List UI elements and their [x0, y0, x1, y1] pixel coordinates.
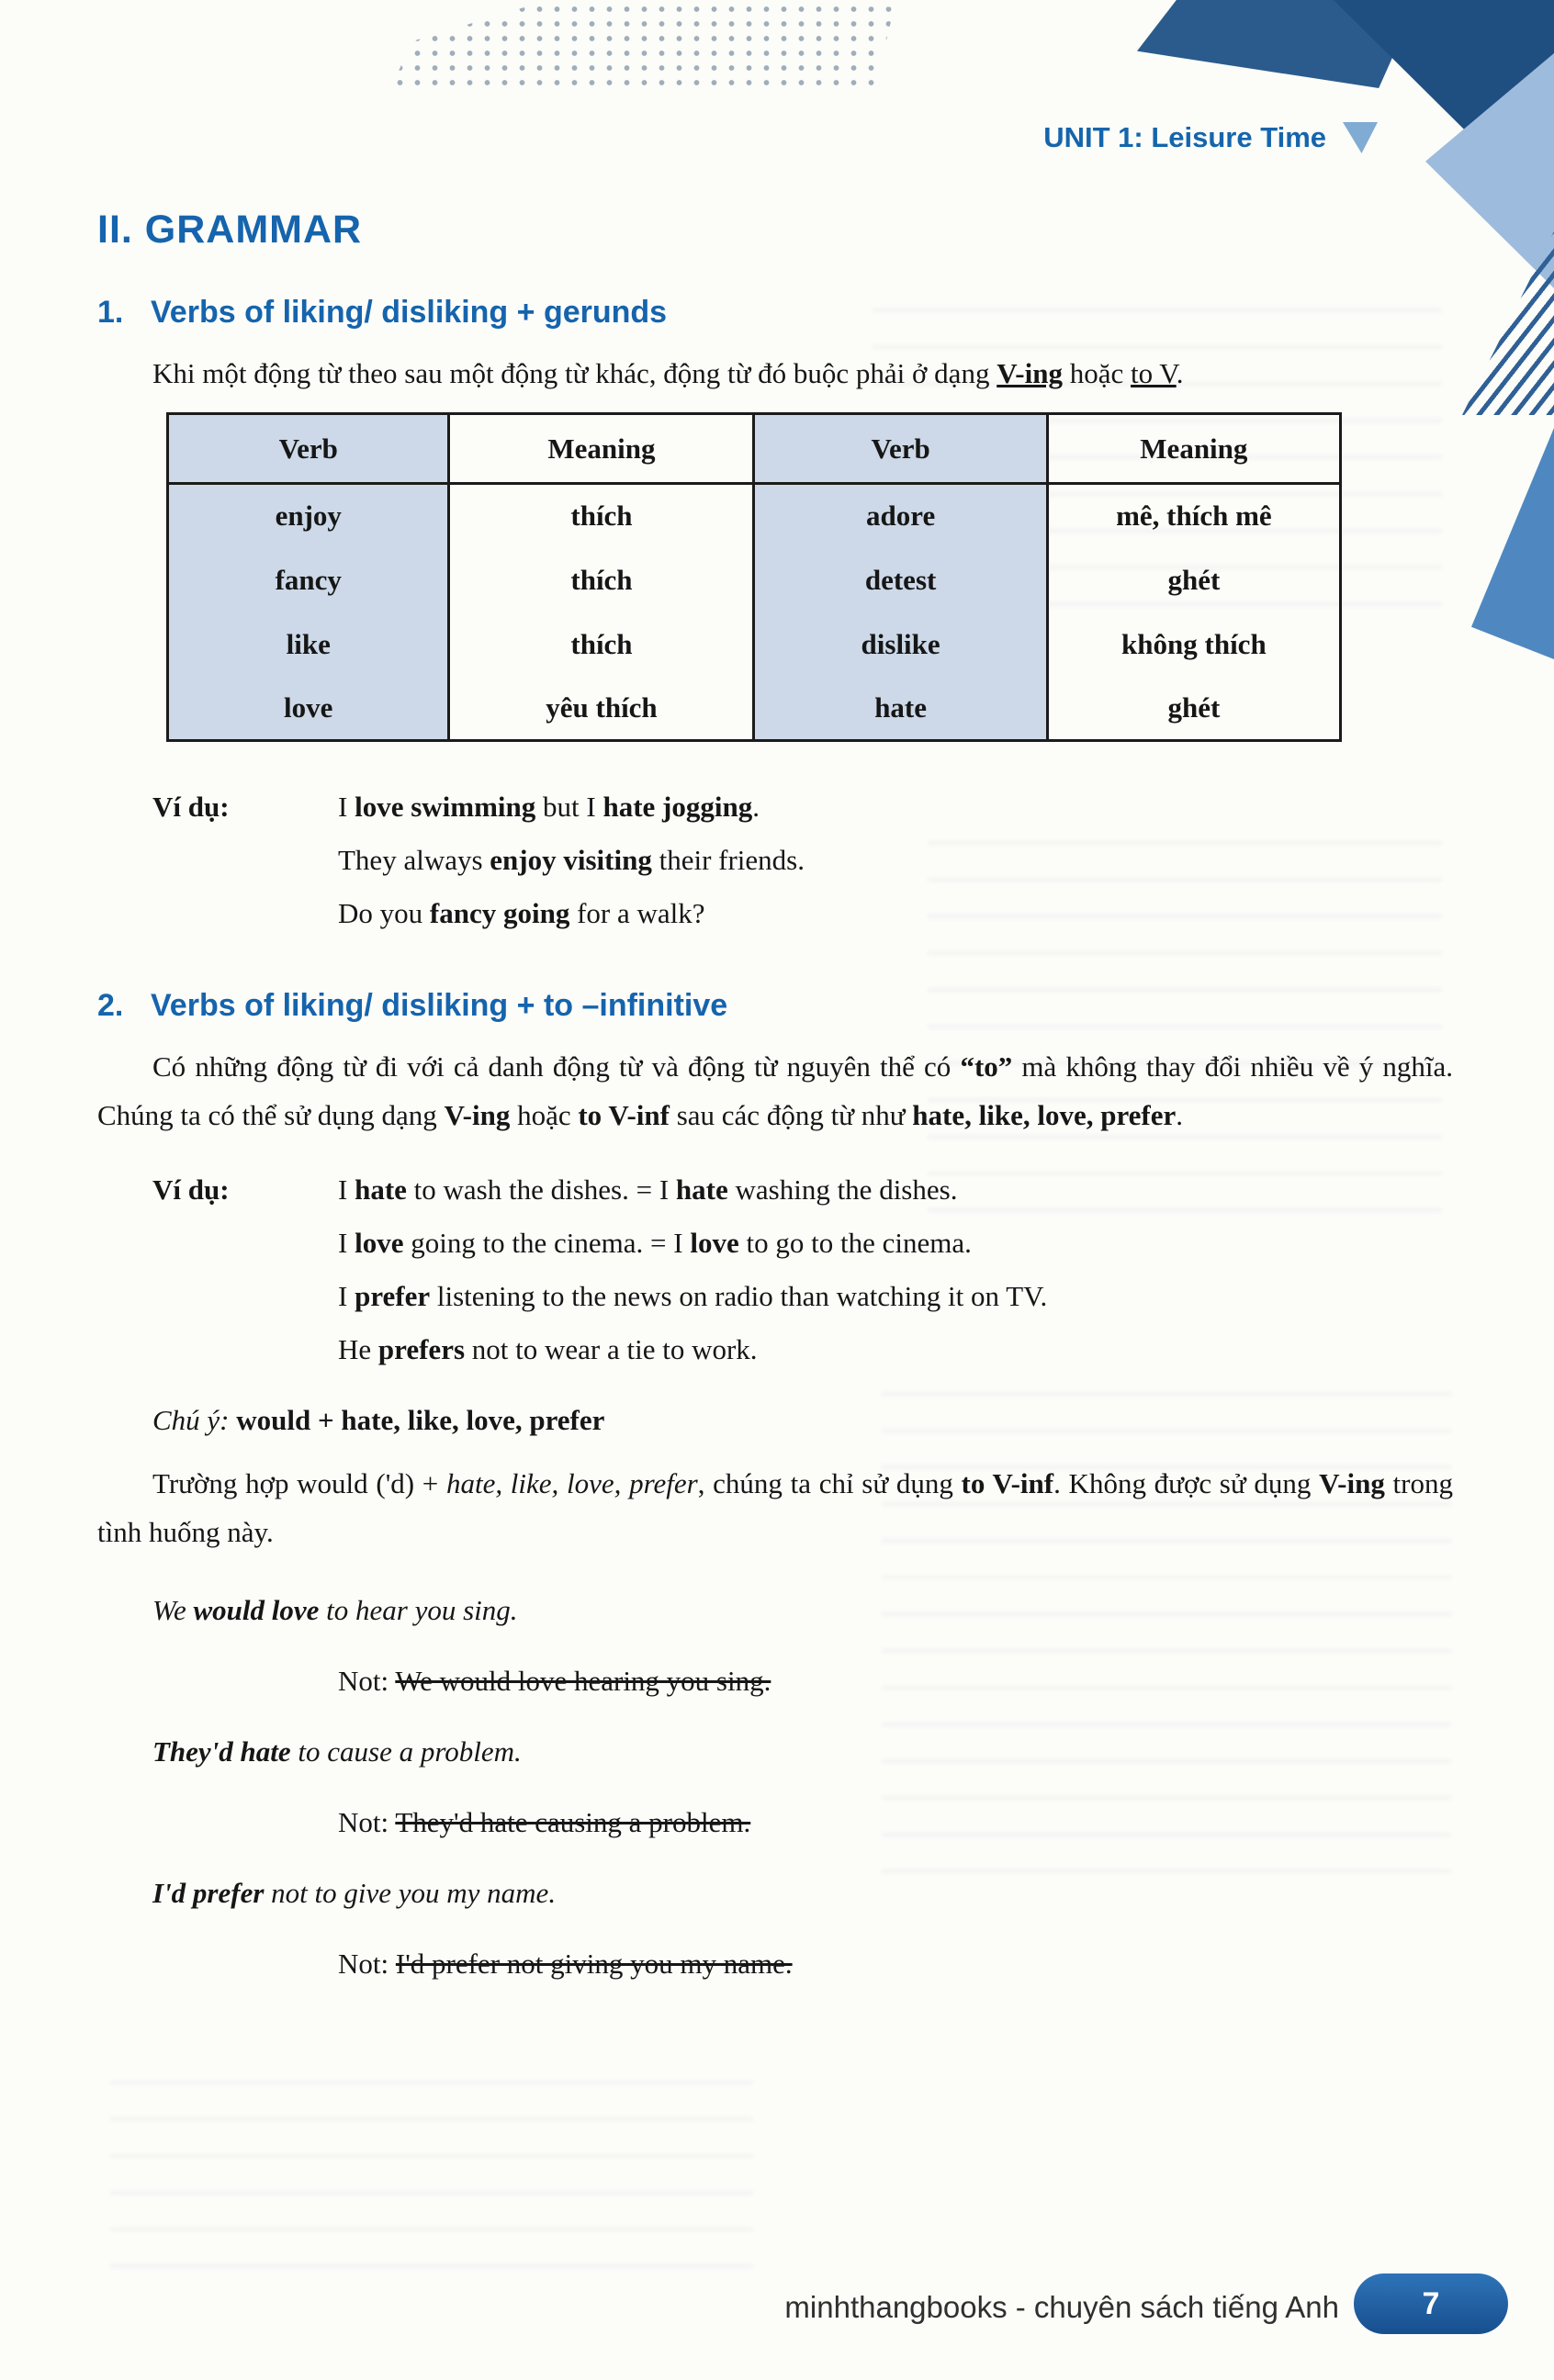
page-number: 7	[1422, 2285, 1440, 2321]
example-sentence: He prefers not to wear a tie to work.	[338, 1333, 758, 1365]
heading-number: 1.	[97, 295, 124, 330]
table-row	[168, 612, 1341, 677]
table-cell: detest	[754, 548, 1047, 612]
table-cell: thích	[449, 548, 754, 612]
heading-verbs-to-infinitive	[97, 988, 1453, 1024]
would-examples	[97, 1588, 1453, 1986]
column-header-verb-1: Verb	[168, 414, 449, 484]
example-sentence: I hate to wash the dishes. = I hate washing the dishes.	[338, 1173, 958, 1206]
unit-header	[955, 121, 1378, 154]
column-header-verb-2: Verb	[754, 414, 1047, 484]
table-cell: enjoy	[168, 484, 449, 548]
verbs-table	[166, 412, 1342, 742]
grammar-section-title: II. GRAMMAR	[97, 208, 363, 252]
column-header-meaning-2: Meaning	[1047, 414, 1340, 484]
column-header-meaning-1: Meaning	[449, 414, 754, 484]
table-row	[168, 484, 1341, 548]
intro-paragraph-gerunds: Khi một động từ theo sau một động từ khác, động từ đó buộc phải ở dạng V-ing hoặc to V.	[152, 357, 1184, 389]
table-cell: love	[168, 677, 449, 741]
examples-gerunds	[152, 780, 1453, 940]
table-cell: fancy	[168, 548, 449, 612]
example-sentence: I prefer listening to the news on radio than watching it on TV.	[338, 1280, 1048, 1312]
table-cell: mê, thích mê	[1047, 484, 1340, 548]
table-cell: thích	[449, 612, 754, 677]
heading-verbs-gerunds	[97, 295, 1453, 331]
table-cell: ghét	[1047, 677, 1340, 741]
example-sentence: I love swimming but I hate jogging.	[338, 791, 760, 823]
example-label: Ví dụ:	[152, 1173, 230, 1206]
table-row	[168, 677, 1341, 741]
heading-text: Verbs of liking/ disliking + to –infinitive	[151, 988, 728, 1023]
heading-number: 2.	[97, 988, 124, 1023]
example-sentence: They always enjoy visiting their friends.	[338, 844, 805, 876]
bleedthrough-artifact	[110, 2066, 753, 2268]
example-lines	[338, 780, 805, 940]
table-cell: adore	[754, 484, 1047, 548]
would-example-incorrect: Not: We would love hearing you sing.	[338, 1665, 771, 1697]
example-sentence: I love going to the cinema. = I love to go to the cinema.	[338, 1227, 972, 1259]
would-example-sentence: They'd hate to cause a problem.	[152, 1735, 522, 1768]
examples-to-infinitive	[152, 1163, 1453, 1376]
table-cell: không thích	[1047, 612, 1340, 677]
table-cell: hate	[754, 677, 1047, 741]
table-cell: yêu thích	[449, 677, 754, 741]
note-paragraph: Trường hợp would ('d) + hate, like, love, prefer, chúng ta chỉ sử dụng to V-inf. Không được sử dụng V-ing trong tình huống này.	[97, 1467, 1453, 1548]
heading-text: Verbs of liking/ disliking + gerunds	[151, 295, 668, 330]
would-example-incorrect: Not: They'd hate causing a problem.	[338, 1806, 751, 1838]
would-example-incorrect: Not: I'd prefer not giving you my name.	[338, 1948, 793, 1980]
table-row	[168, 548, 1341, 612]
would-example-sentence: I'd prefer not to give you my name.	[152, 1877, 557, 1909]
table-cell: thích	[449, 484, 754, 548]
unit-arrow-icon	[1343, 122, 1378, 153]
note-line: Chú ý: would + hate, like, love, prefer	[152, 1404, 605, 1436]
example-label: Ví dụ:	[152, 791, 230, 823]
example-sentence: Do you fancy going for a walk?	[338, 897, 705, 929]
footer-publisher-text: minhthangbooks - chuyên sách tiếng Anh	[784, 2290, 1339, 2324]
example-lines	[338, 1163, 1047, 1376]
table-cell: like	[168, 612, 449, 677]
unit-title: UNIT 1: Leisure Time	[1043, 121, 1326, 153]
page-number-pill	[1354, 2273, 1508, 2334]
table-cell: ghét	[1047, 548, 1340, 612]
would-example-sentence: We would love to hear you sing.	[152, 1594, 518, 1626]
intro-paragraph-to-infinitive: Có những động từ đi với cả danh động từ và động từ nguyên thể có “to” mà không thay đổi nhiều về ý nghĩa. Chúng ta có thể sử dụng dạng V-ing hoặc to V-inf sau các động từ như hate, like, love, prefer.	[97, 1050, 1453, 1131]
table-header-row	[168, 414, 1341, 484]
table-cell: dislike	[754, 612, 1047, 677]
